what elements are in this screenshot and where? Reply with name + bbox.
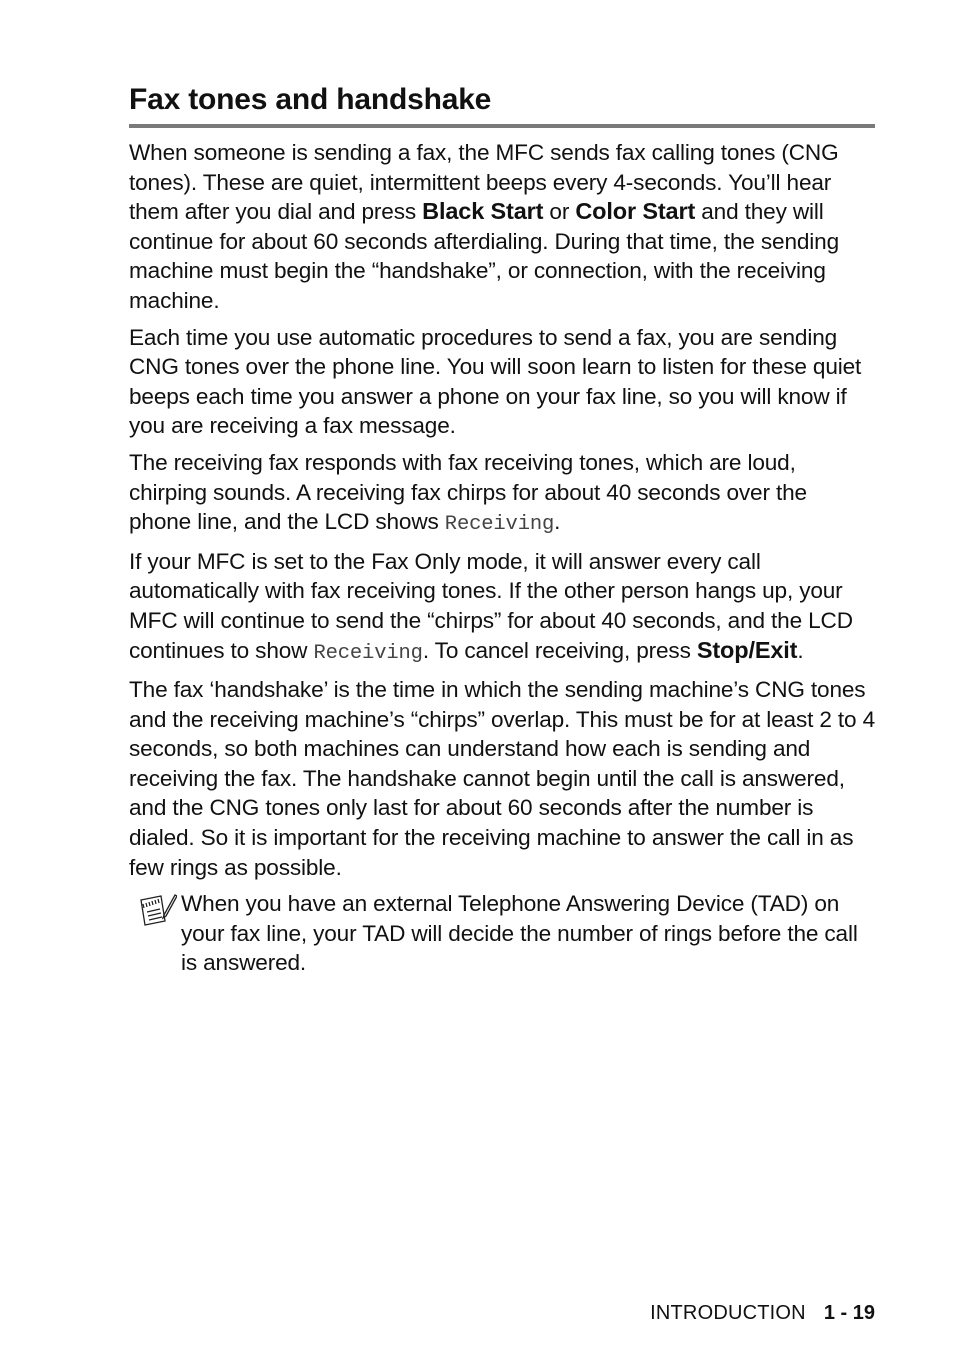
manual-page [129,0,875,1352]
note-text: When you have an external Telephone Answering Device (TAD) on your fax line, your TAD will decide the number of rings before the call is answered. [181,891,858,976]
text-run: . [797,637,804,663]
paragraph-automatic-procedures: Each time you use automatic procedures to send a fax, you are sending CNG tones over the phone line. You will soon learn to listen for these quiet beeps each time you answer a phone on your fax line, so you will know if you are receiving a fax message. [129,324,862,439]
key-color-start: Color Start [575,198,696,225]
text-run: and they will continue for about 60 seconds afterdialing. During that time, the sending machine must begin the “handshake”, or connection, with the receiving machine. [129,199,839,313]
text-run: . To cancel receiving, press [422,637,697,663]
heading-rule [129,124,875,128]
section-heading: Fax tones and handshake [129,83,492,116]
text-run: If your MFC is set to the Fax Only mode, it will answer every call automatically with fax receiving tones. If the other person hangs up, your MFC will continue to send the “chirps” for about 40 seconds, and the LCD continues to show [129,548,853,663]
key-stop-exit: Stop/Exit [696,636,798,663]
lcd-message: Receiving [313,641,423,665]
key-black-start: Black Start [422,198,544,225]
paragraph-fax-only-mode [129,547,875,668]
paragraph-handshake: The fax ‘handshake’ is the time in which the sending machine’s CNG tones and the receiving machine’s “chirps” overlap. This must be for at least 2 to 4 seconds, so both machines can understand how each is sending and receiving the fax. The handshake cannot begin until the call is answered, and the CNG tones only last for about 60 seconds after the number is dialed. So it is important for the receiving machine to answer the call in as few rings as possible. [129,677,875,880]
note-box [129,889,875,978]
text-run: When someone is sending a fax, the MFC sends fax calling tones (CNG tones). These are quiet, intermittent beeps every 4-seconds. You’ll hear them after you dial and press [129,140,839,225]
note-pad-pencil-icon [137,891,177,931]
lcd-message: Receiving [444,513,555,537]
text-run: The receiving fax responds with fax receiving tones, which are loud, chirping sounds. A receiving fax chirps for about 40 seconds over the phone line, and the LCD shows [129,449,807,535]
text-run: or [543,199,576,225]
paragraph-receiving-tones [129,448,875,540]
paragraph-cng-tones [129,138,875,316]
footer-section-name: INTRODUCTION [650,1302,806,1324]
page-footer [650,1300,875,1326]
footer-page-number: 1 - 19 [823,1302,875,1324]
text-run: . [554,509,561,535]
body-text [129,138,875,978]
